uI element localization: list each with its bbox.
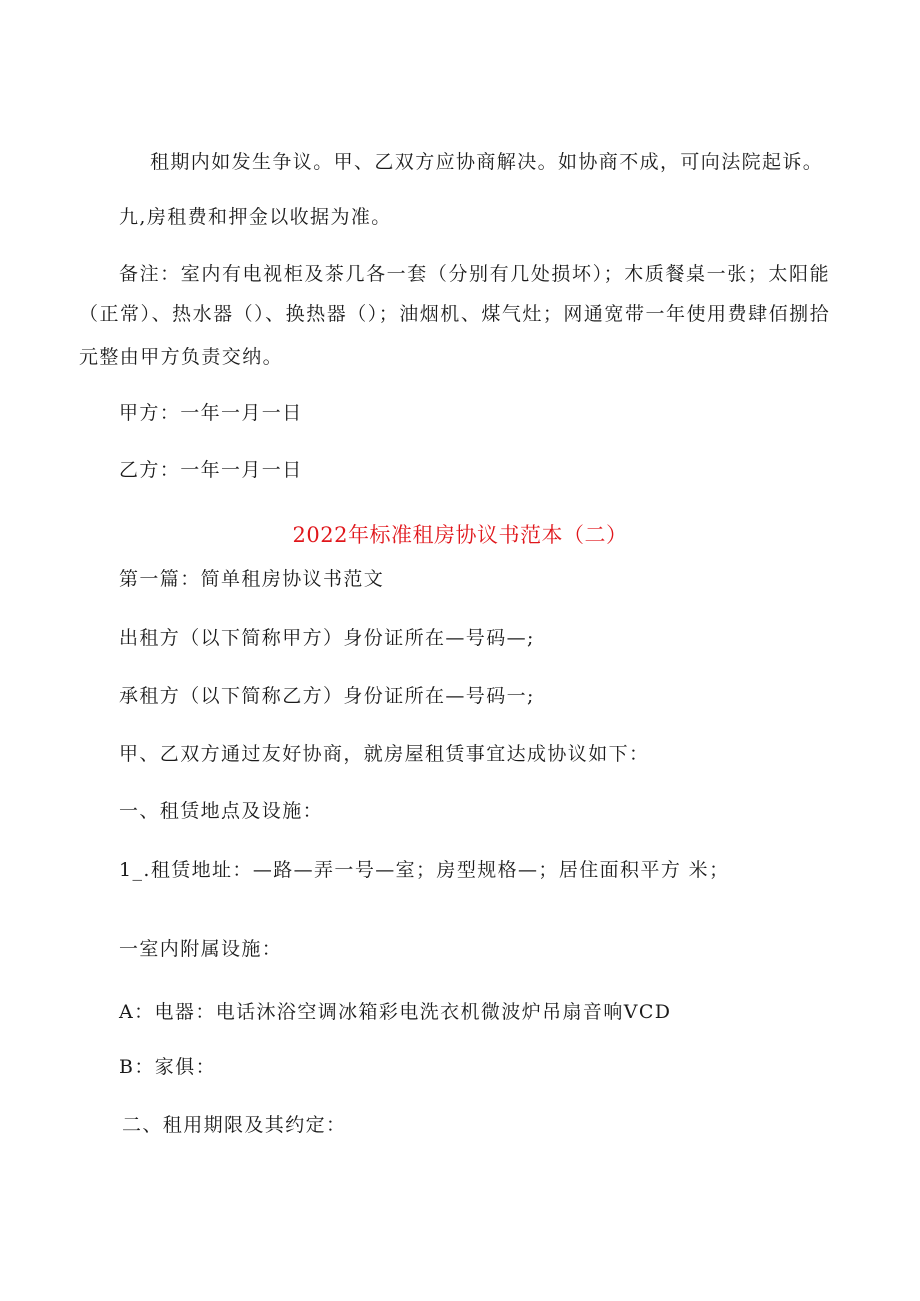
item-two-heading: 二、租用期限及其约定： <box>122 1114 347 1136</box>
paragraph-nine: 九,房租费和押金以收据为准。 <box>119 206 392 228</box>
lessor-line: 出租方（以下简称甲方）身份证所在—号码—; <box>119 627 535 649</box>
appliances-line: A：电器：电话沐浴空调冰箱彩电洗衣机微波炉吊扇音响VCD <box>119 1001 672 1023</box>
address-line: 1_.租赁地址：—路—弄一号—室；房型规格—；居住面积平方 米； <box>119 859 730 881</box>
intro-line: 甲、乙双方通过友好协商，就房屋租赁事宜达成协议如下： <box>119 743 650 765</box>
item-one-heading: 一、租赁地点及设施： <box>119 800 324 822</box>
section-title: 2022年标准租房协议书范本（二） <box>292 523 628 547</box>
paragraph-note-line-2: （正常）、热水器（）、换热器（）；油烟机、煤气灶；网通宽带一年使用费肆佰捌拾 <box>79 303 830 325</box>
party-a-date: 甲方：一年一月一日 <box>119 402 303 424</box>
furniture-line: B：家俱： <box>119 1056 216 1078</box>
paragraph-dispute: 租期内如发生争议。甲、乙双方应协商解决。如协商不成，可向法院起诉。 <box>150 151 824 173</box>
lessee-line: 承租方（以下简称乙方）身份证所在—号码一; <box>119 685 535 707</box>
party-b-date: 乙方：一年一月一日 <box>119 459 303 481</box>
facilities-line: 一室内附属设施： <box>119 938 283 960</box>
paragraph-note-line-1: 备注：室内有电视柜及茶几各一套（分别有几处损坏）；木质餐桌一张；太阳能 <box>119 263 830 285</box>
paragraph-note-line-3: 元整由甲方负责交纳。 <box>79 346 284 368</box>
chapter-heading: 第一篇：简单租房协议书范文 <box>119 568 385 590</box>
